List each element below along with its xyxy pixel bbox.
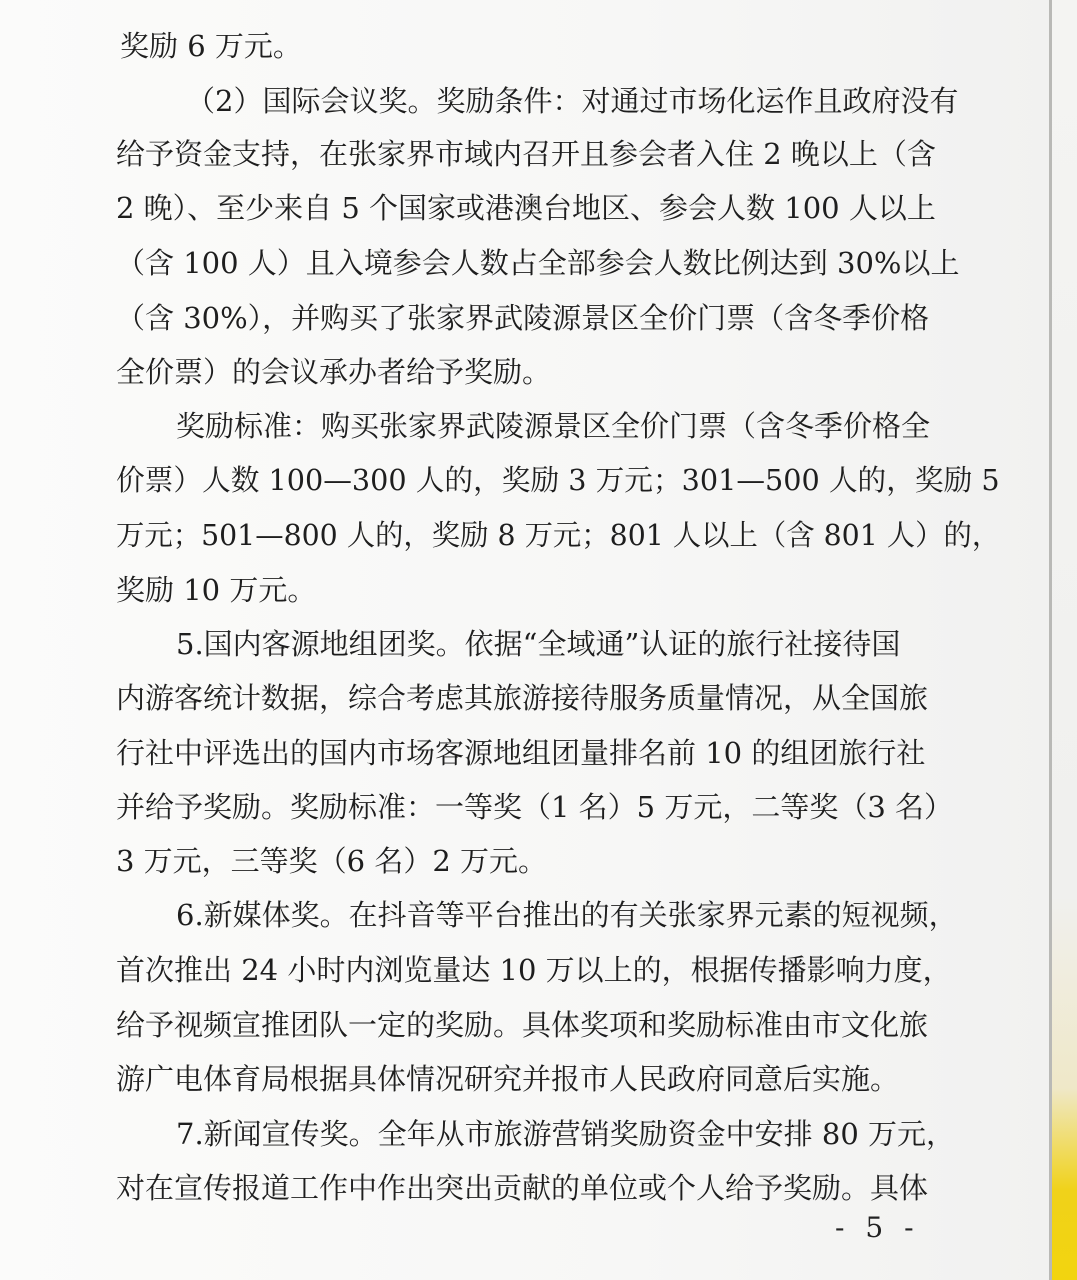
text-line: 3 万元，三等奖（6 名）2 万元。 — [116, 844, 548, 878]
text-line: 并给予奖励。奖励标准：一等奖（1 名）5 万元，二等奖（3 名） — [116, 790, 954, 824]
text-line: （含 100 人）且入境参会人数占全部参会人数比例达到 30%以上 — [116, 246, 960, 280]
text-line: 给予资金支持，在张家界市域内召开且参会者入住 2 晚以上（含 — [116, 137, 936, 171]
text-line: 全价票）的会议承办者给予奖励。 — [116, 355, 552, 389]
page-number: - 5 - — [835, 1211, 920, 1244]
text-line: 5.国内客源地组团奖。依据“全域通”认证的旅行社接待国 — [176, 627, 901, 661]
text-line: 7.新闻宣传奖。全年从市旅游营销奖励资金中安排 80 万元， — [176, 1117, 956, 1151]
text-line: 首次推出 24 小时内浏览量达 10 万以上的，根据传播影响力度， — [116, 953, 952, 987]
text-line: 给予视频宣推团队一定的奖励。具体奖项和奖励标准由市文化旅 — [116, 1008, 929, 1042]
text-line: （2）国际会议奖。奖励条件：对通过市场化运作且政府没有 — [186, 84, 959, 118]
text-line: 2 晚）、至少来自 5 个国家或港澳台地区、参会人数 100 人以上 — [116, 191, 936, 225]
text-line: 对在宣传报道工作中作出突出贡献的单位或个人给予奖励。具体 — [116, 1171, 929, 1205]
text-line: 行社中评选出的国内市场客源地组团量排名前 10 的组团旅行社 — [116, 736, 926, 770]
text-line: 内游客统计数据，综合考虑其旅游接待服务质量情况，从全国旅 — [116, 681, 929, 715]
text-line: 价票）人数 100—300 人的，奖励 3 万元；301—500 人的，奖励 5 — [116, 463, 1000, 497]
text-line: 奖励 6 万元。 — [120, 29, 302, 63]
text-line: 游广电体育局根据具体情况研究并报市人民政府同意后实施。 — [116, 1062, 900, 1096]
background-strip — [1052, 0, 1077, 1280]
text-line: 万元；501—800 人的，奖励 8 万元；801 人以上（含 801 人）的， — [116, 518, 1001, 552]
text-line: （含 30%），并购买了张家界武陵源景区全价门票（含冬季价格 — [116, 301, 930, 335]
text-line: 奖励标准：购买张家界武陵源景区全价门票（含冬季价格全 — [176, 409, 931, 443]
text-line: 6.新媒体奖。在抖音等平台推出的有关张家界元素的短视频， — [176, 898, 958, 932]
text-line: 奖励 10 万元。 — [116, 573, 317, 607]
